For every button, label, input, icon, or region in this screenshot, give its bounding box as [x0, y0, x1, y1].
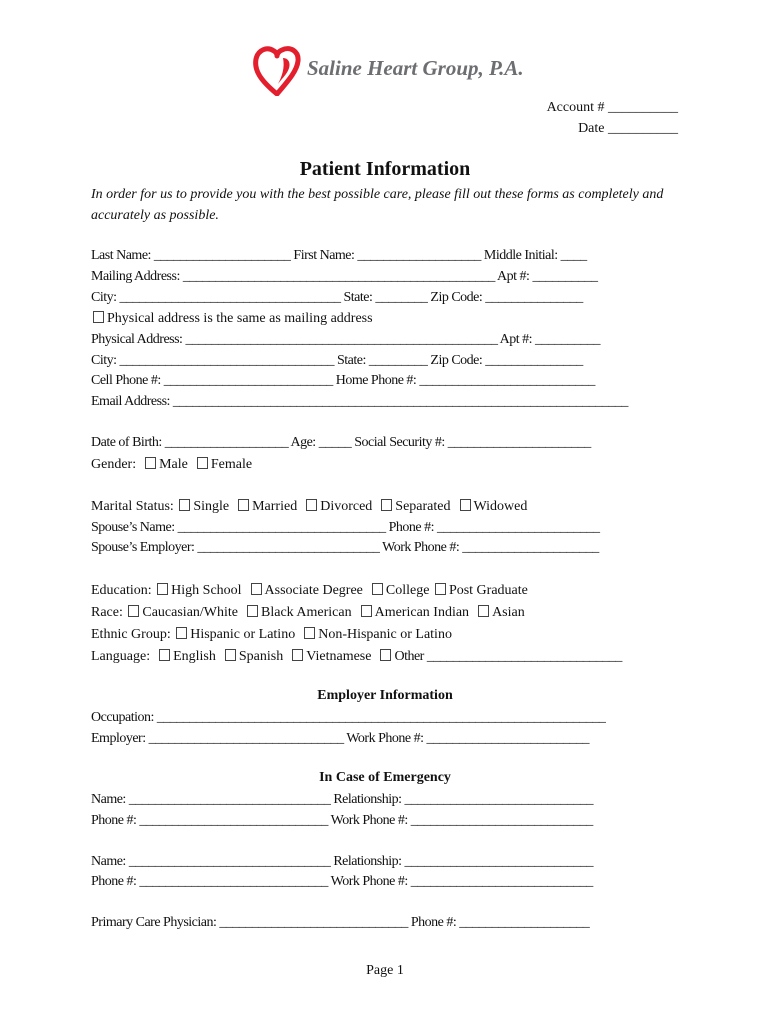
- date-field[interactable]: Date __________: [578, 121, 678, 136]
- ethnic-row: [91, 625, 452, 645]
- language-vietnamese-label: Vietnamese: [306, 649, 372, 664]
- city-row-1[interactable]: City: __________________________________ State: ________ Zip Code: _______________: [91, 290, 583, 305]
- same-address-row[interactable]: [91, 309, 373, 329]
- education-associate-label: Associate Degree: [264, 583, 363, 598]
- race-black-american-checkbox[interactable]: [247, 605, 258, 617]
- marital-widowed-label: Widowed: [473, 499, 528, 514]
- employer-heading: Employer Information: [317, 688, 453, 703]
- education-college-checkbox[interactable]: [372, 583, 383, 595]
- language-english-label: English: [173, 649, 216, 664]
- phones-row[interactable]: Cell Phone #: __________________________ Home Phone #: ___________________________: [91, 373, 595, 388]
- same-address-label: Physical address is the same as mailing address: [107, 311, 373, 326]
- gender-male-label: Male: [159, 457, 188, 472]
- ethnic-non-hispanic-checkbox[interactable]: [304, 627, 315, 639]
- gender-male-checkbox[interactable]: [145, 457, 156, 469]
- gender-female-label: Female: [210, 457, 253, 472]
- language-spanish-checkbox[interactable]: [225, 649, 236, 661]
- marital-separated-checkbox[interactable]: [381, 499, 392, 511]
- race-black-american-label: Black American: [261, 605, 352, 620]
- marital-divorced-label: Divorced: [320, 499, 373, 514]
- race-row: [91, 603, 525, 623]
- employer-row[interactable]: Employer: ______________________________ Work Phone #: _________________________: [91, 731, 589, 746]
- race-asian-label: Asian: [492, 605, 525, 620]
- race-asian-checkbox[interactable]: [478, 605, 489, 617]
- language-label: Language:: [91, 649, 151, 664]
- dob-row[interactable]: Date of Birth: ___________________ Age: _____ Social Security #: ______________________: [91, 435, 591, 450]
- emergency-phone-row-2[interactable]: Phone #: _____________________________ Work Phone #: ____________________________: [91, 874, 593, 889]
- ethnic-hispanic-checkbox[interactable]: [176, 627, 187, 639]
- marital-divorced-checkbox[interactable]: [306, 499, 317, 511]
- race-american-indian-label: American Indian: [374, 605, 470, 620]
- page-number: Page 1: [366, 963, 404, 978]
- gender-row: [91, 455, 252, 475]
- race-american-indian-checkbox[interactable]: [361, 605, 372, 617]
- marital-widowed-checkbox[interactable]: [460, 499, 471, 511]
- gender-label: Gender:: [91, 457, 137, 472]
- physician-row[interactable]: Primary Care Physician: _____________________________ Phone #: ____________________: [91, 915, 590, 930]
- gender-female-checkbox[interactable]: [197, 457, 208, 469]
- occupation-row[interactable]: Occupation: _____________________________________________________________________: [91, 710, 606, 725]
- language-row: [91, 647, 622, 667]
- education-associate-checkbox[interactable]: [251, 583, 262, 595]
- language-vietnamese-checkbox[interactable]: [292, 649, 303, 661]
- email-row[interactable]: Email Address: ______________________________________________________________________: [91, 394, 628, 409]
- ethnic-label: Ethnic Group:: [91, 627, 171, 642]
- education-high-school-checkbox[interactable]: [157, 583, 168, 595]
- language-other-checkbox[interactable]: [380, 649, 391, 661]
- ethnic-non-hispanic-label: Non-Hispanic or Latino: [318, 627, 452, 642]
- education-label: Education:: [91, 583, 152, 598]
- marital-separated-label: Separated: [395, 499, 451, 514]
- race-caucasian-checkbox[interactable]: [128, 605, 139, 617]
- education-post-graduate-checkbox[interactable]: [435, 583, 446, 595]
- brand-name: Saline Heart Group, P.A.: [307, 56, 524, 80]
- marital-single-label: Single: [193, 499, 230, 514]
- mailing-address-row[interactable]: Mailing Address: ________________________________________________ Apt #: __________: [91, 269, 598, 284]
- language-english-checkbox[interactable]: [159, 649, 170, 661]
- city-row-2[interactable]: City: _________________________________ State: _________ Zip Code: _______________: [91, 353, 583, 368]
- education-row: [91, 581, 528, 601]
- ethnic-hispanic-label: Hispanic or Latino: [190, 627, 296, 642]
- race-caucasian-label: Caucasian/White: [142, 605, 239, 620]
- spouse-name-row[interactable]: Spouse’s Name: ________________________________ Phone #: _________________________: [91, 520, 600, 535]
- education-high-school-label: High School: [171, 583, 242, 598]
- physical-address-row[interactable]: Physical Address: ________________________________________________ Apt #: __________: [91, 332, 601, 347]
- language-other-field[interactable]: Other ______________________________: [394, 649, 622, 664]
- page-title: Patient Information: [299, 158, 471, 180]
- education-post-graduate-label: Post Graduate: [448, 583, 528, 598]
- saline-heart-logo: [252, 44, 552, 96]
- marital-row: [91, 497, 527, 517]
- marital-married-label: Married: [252, 499, 298, 514]
- race-label: Race:: [91, 605, 123, 620]
- emergency-name-row-2[interactable]: Name: _______________________________ Relationship: _____________________________: [91, 854, 593, 869]
- marital-married-checkbox[interactable]: [238, 499, 249, 511]
- emergency-heading: In Case of Emergency: [319, 770, 451, 785]
- emergency-phone-row-1[interactable]: Phone #: _____________________________ Work Phone #: ____________________________: [91, 813, 593, 828]
- marital-label: Marital Status:: [91, 499, 174, 514]
- language-spanish-label: Spanish: [238, 649, 284, 664]
- intro-text: In order for us to provide you with the best possible care, please fill out these forms as completely and accurately as possible.: [91, 187, 664, 223]
- spouse-employer-row[interactable]: Spouse’s Employer: ____________________________ Work Phone #: _____________________: [91, 540, 599, 555]
- account-date-block: [547, 97, 678, 139]
- education-college-label: College: [385, 583, 430, 598]
- marital-single-checkbox[interactable]: [179, 499, 190, 511]
- same-address-checkbox[interactable]: [93, 311, 104, 323]
- name-row[interactable]: Last Name: _____________________ First Name: ___________________ Middle Initial: ____: [91, 248, 587, 263]
- heart-icon: [252, 44, 302, 96]
- emergency-name-row-1[interactable]: Name: _______________________________ Relationship: _____________________________: [91, 792, 593, 807]
- account-field[interactable]: Account # __________: [546, 100, 678, 115]
